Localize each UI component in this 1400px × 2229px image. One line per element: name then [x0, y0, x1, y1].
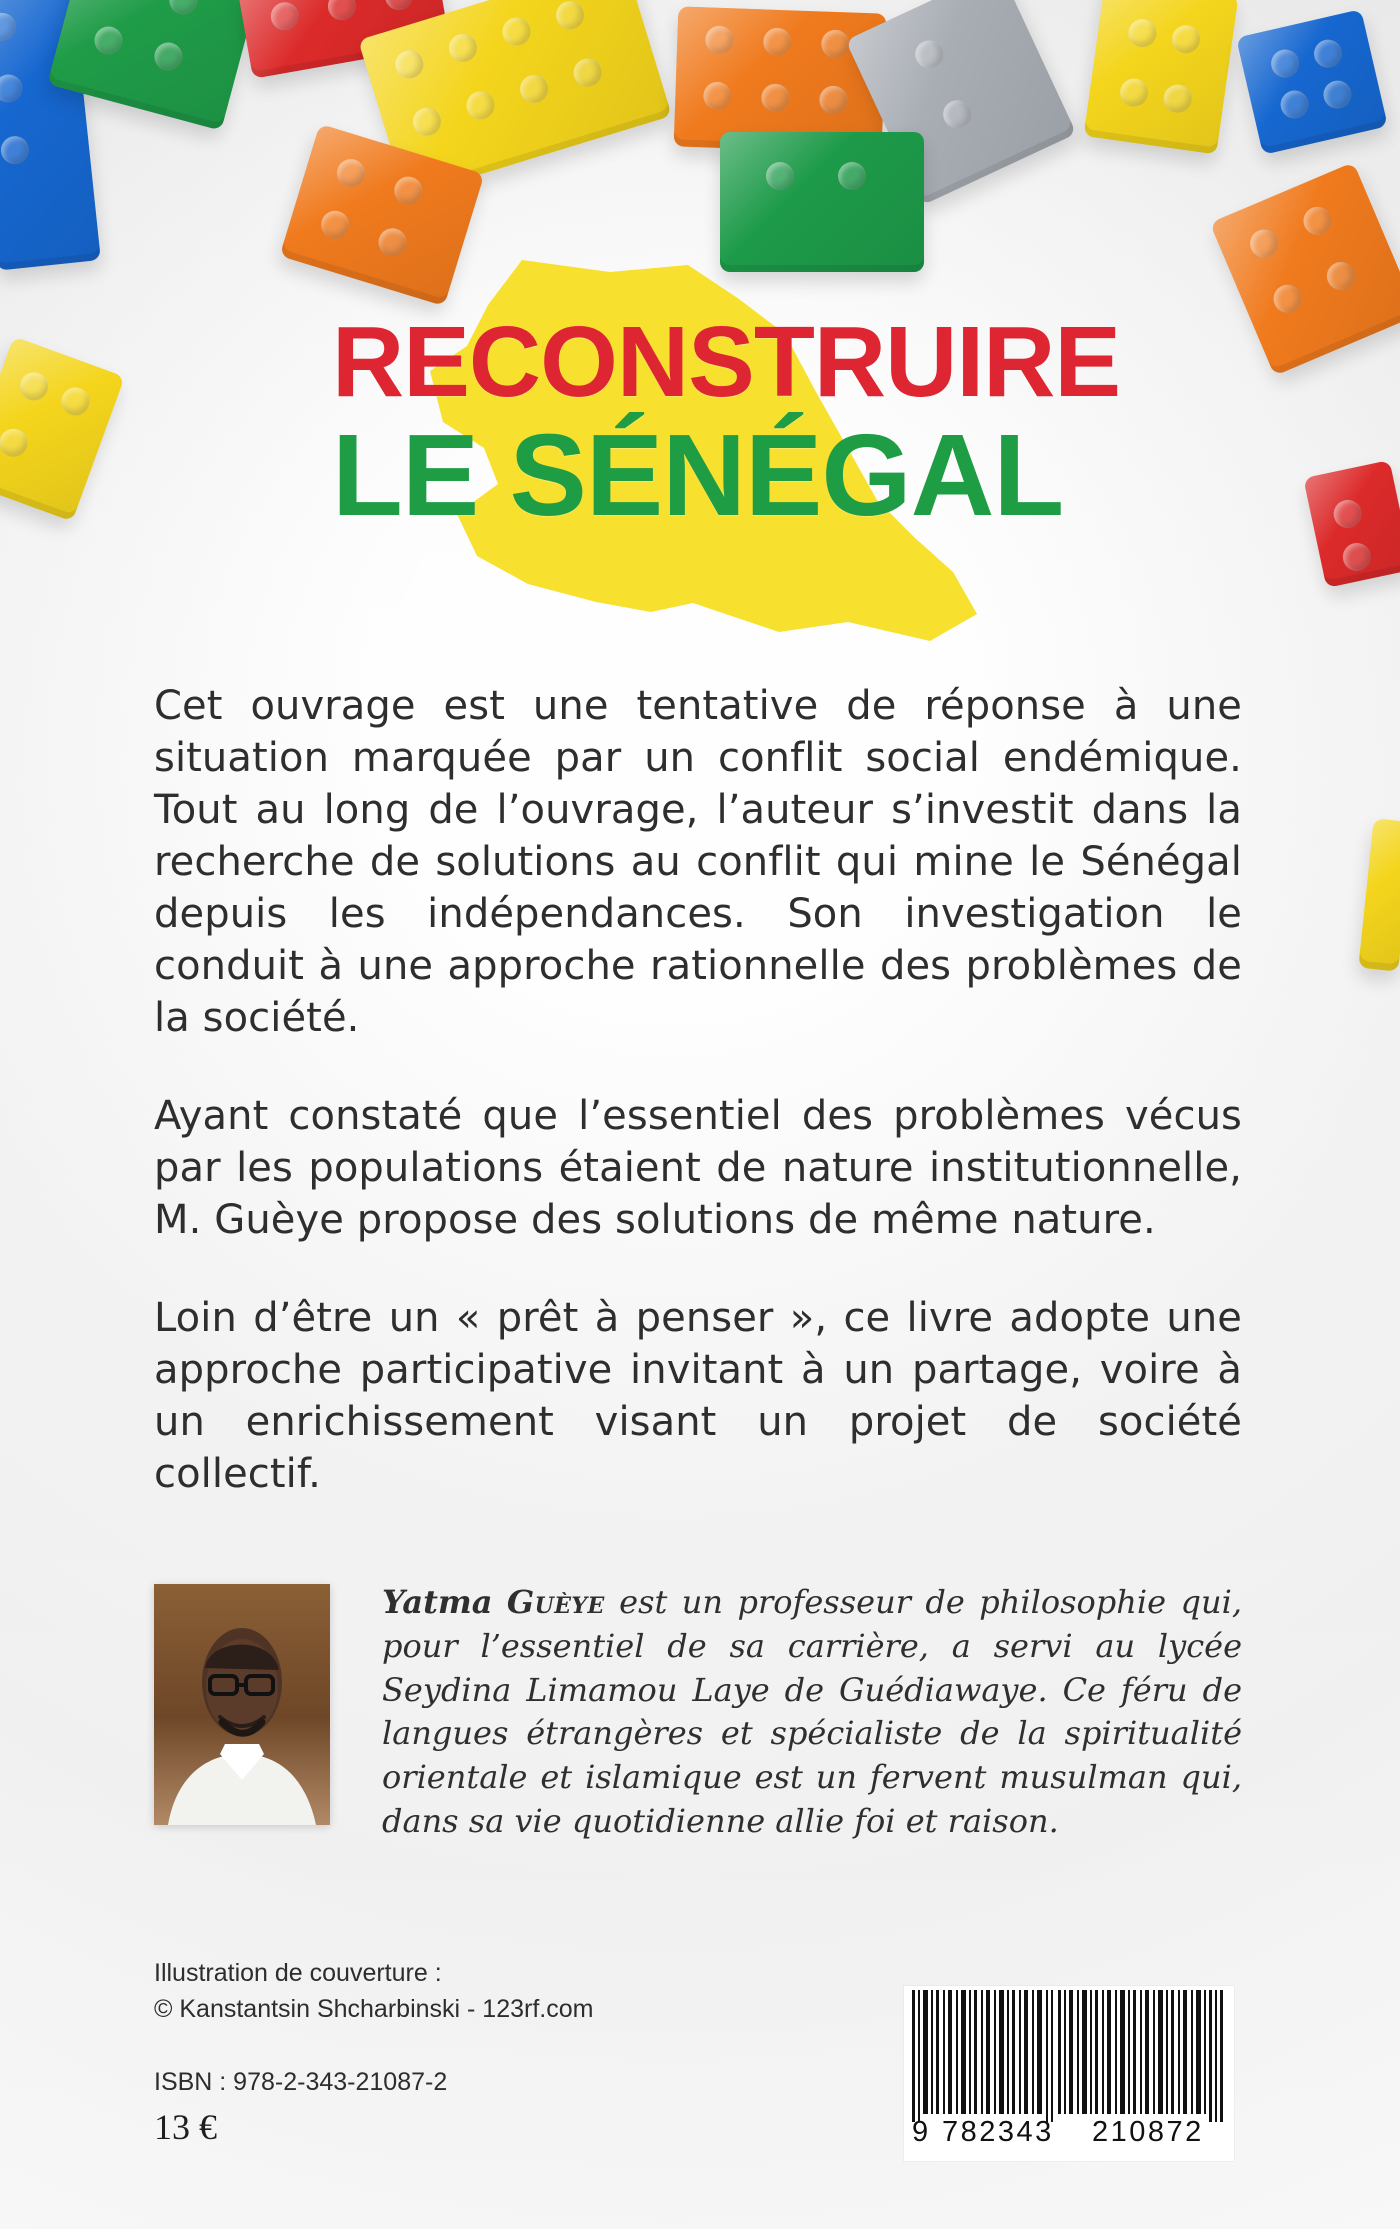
barcode-bars-icon — [912, 1990, 1226, 2122]
author-first-name: Yatma — [382, 1583, 493, 1621]
title-line-2: LE SÉNÉGAL — [332, 410, 1064, 540]
title-line-1: RECONSTRUIRE — [332, 306, 1121, 418]
description-paragraph-2: Ayant constaté que l’essentiel des problèmes vécus par les populations étaient de nature institutionnelle, M. Guèye propose des solutions de même nature. — [154, 1093, 1242, 1243]
book-description — [154, 680, 1242, 1500]
author-bio — [382, 1581, 1242, 1844]
credit-label: Illustration de couverture : — [154, 1959, 442, 1987]
isbn: ISBN : 978-2-343-21087-2 — [154, 2068, 448, 2096]
credit-value: © Kanstantsin Shcharbinski - 123rf.com — [154, 1995, 594, 2024]
barcode-right-group: 210872 — [1092, 2116, 1204, 2148]
author-photo — [154, 1584, 330, 1825]
author-bio-text: est un professeur de philosophie qui, pour l’essentiel de sa carrière, a servi au lycée Seydina Limamou Laye de Guédiawaye. Ce féru de langues étrangères et spécialiste de la spiritualité orientale et islamique est un fervent musulman qui, dans sa vie quotidienne allie foi et raison. — [382, 1583, 1243, 1841]
author-last-name: Guèye — [506, 1583, 605, 1621]
description-paragraph-3: Loin d’être un « prêt à penser », ce livre adopte une approche participative invitant à un partage, voire à un enrichissement visant un projet de société collectif. — [154, 1295, 1242, 1497]
barcode-digits — [904, 2118, 1234, 2156]
price: 13 € — [154, 2107, 217, 2147]
author-portrait-icon — [154, 1584, 330, 1825]
barcode-lead-digit: 9 — [912, 2116, 929, 2148]
barcode-left-group: 782343 — [942, 2116, 1054, 2148]
cover-credit — [154, 1955, 714, 2028]
cover-title — [332, 306, 1121, 540]
description-paragraph-1: Cet ouvrage est une tentative de réponse à une situation marquée par un conflit social endémique. Tout au long de l’ouvrage, l’auteur s’investit dans la recherche de solutions au conflit qui mine le Sénégal depuis les indépendances. Son investigation le conduit à une approche rationnelle des problèmes de la société. — [154, 683, 1242, 1041]
barcode — [904, 1986, 1234, 2161]
author-section — [154, 1583, 1244, 1841]
